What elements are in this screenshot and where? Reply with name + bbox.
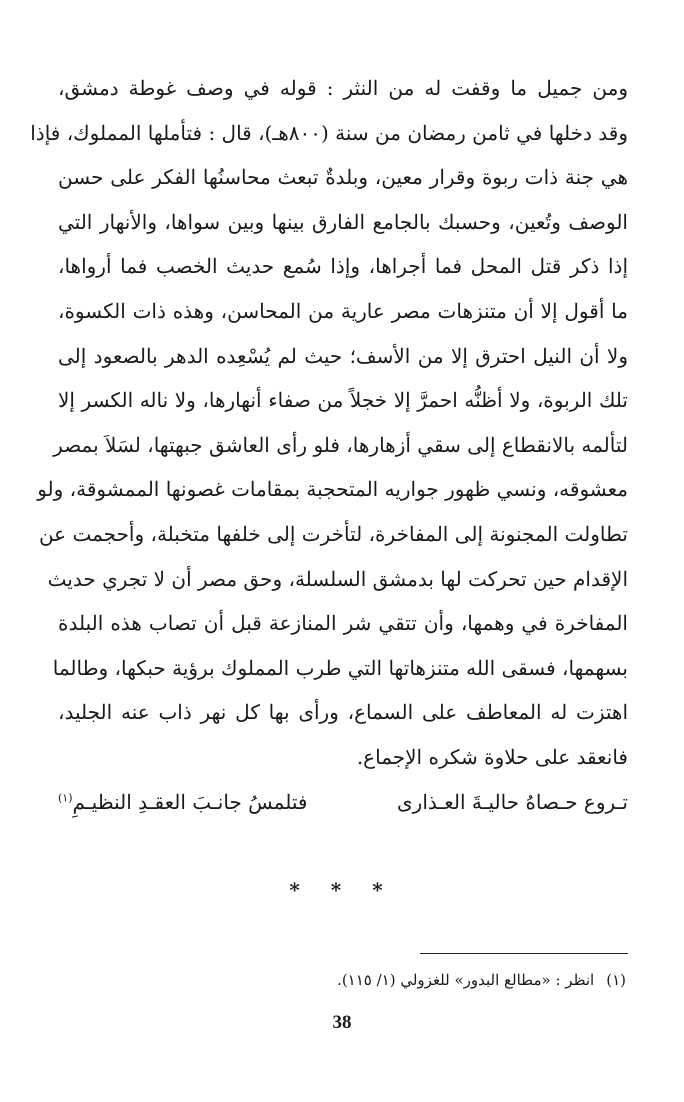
- text-line: ما أقول إلا أن متنزهات مصر عارية من المحاسن، وهذه ذات الكسوة،: [58, 298, 628, 323]
- prose-paragraph: [30, 66, 628, 780]
- footnote-number: (١): [606, 971, 626, 989]
- verse-second-hemistich: [58, 782, 307, 822]
- footnote-text: انظر : «مطالع البدور» للغزولي (١/ ١١٥).: [337, 971, 595, 989]
- text-line: فانعقد على حلاوة شكره الإجماع.: [356, 744, 628, 769]
- text-line: بسهمها، فسقى الله متنزهاتها التي طرب المملوك برؤية حبكها، وطالما: [52, 655, 628, 680]
- footnote: [337, 962, 626, 998]
- text-line: وقد دخلها في ثامن رمضان من سنة (٨٠٠هـ)، قال : فتأملها المملوك، فإذا: [30, 120, 628, 145]
- text-line: المفاخرة في وهمها، وأن تتقي شر المنازعة قبل أن تصاب هذه البلدة: [58, 611, 628, 636]
- footnote-divider: [420, 953, 628, 954]
- poetry-verse: [58, 782, 628, 822]
- text-line: لتألمه بالانقطاع إلى سقي أزهارها، فلو رأى العاشق جبهتها، لسَلاَ بمصر: [53, 432, 628, 457]
- text-line: الإقدام حين تحركت لها بدمشق السلسلة، وحق مصر أن لا تجري حديث: [47, 566, 628, 591]
- text-line: هي جنة ذات ربوة وقرار معين، وبلدةٌ تبعث محاسنُها الفكر على حسن: [58, 165, 628, 190]
- verse-second-hemistich-text: فتلمسُ جانـبَ العقـدِ النظيـمِ: [72, 790, 308, 814]
- text-line: اهتزت له المعاطف على السماع، ورأى بها كل نهر ذاب عنه الجليد،: [58, 700, 628, 725]
- text-line: ومن جميل ما وقفت له من النثر : قوله في وصف غوطة دمشق،: [58, 76, 628, 100]
- verse-first-hemistich: تـروع حـصاهُ حاليـةَ العـذارى: [397, 790, 628, 814]
- text-line: تطاولت المجنونة إلى المفاخرة، لتأخرت إلى خلفها متخبلة، وأحجمت عن: [38, 521, 628, 546]
- text-line: ولا أن النيل احترق إلا من الأسف؛ حيث لم يُسْعِده الدهر بالصعود إلى: [58, 343, 628, 368]
- text-line: الوصف وتُعين، وحسبك بالجامع الفارق بينها وبين سواها، والأنهار التي: [58, 209, 628, 234]
- page-number: 38: [332, 1012, 352, 1033]
- footnote-reference: (١): [58, 791, 73, 805]
- section-separator: * * *: [289, 878, 395, 902]
- text-line: معشوقه، ونسي ظهور جواريه المتحجبة بمقامات غصونها الممشوقة، ولو: [37, 477, 628, 502]
- text-line: إذا ذكر قتل المحل فما أجراها، وإذا سُمع حديث الخصب فما أرواها،: [58, 254, 628, 279]
- text-line: تلك الربوة، ولا أظنُّه احمرَّ إلا خجلاً من صفاء أنهارها، ولا ناله الكسر إلا: [58, 388, 628, 413]
